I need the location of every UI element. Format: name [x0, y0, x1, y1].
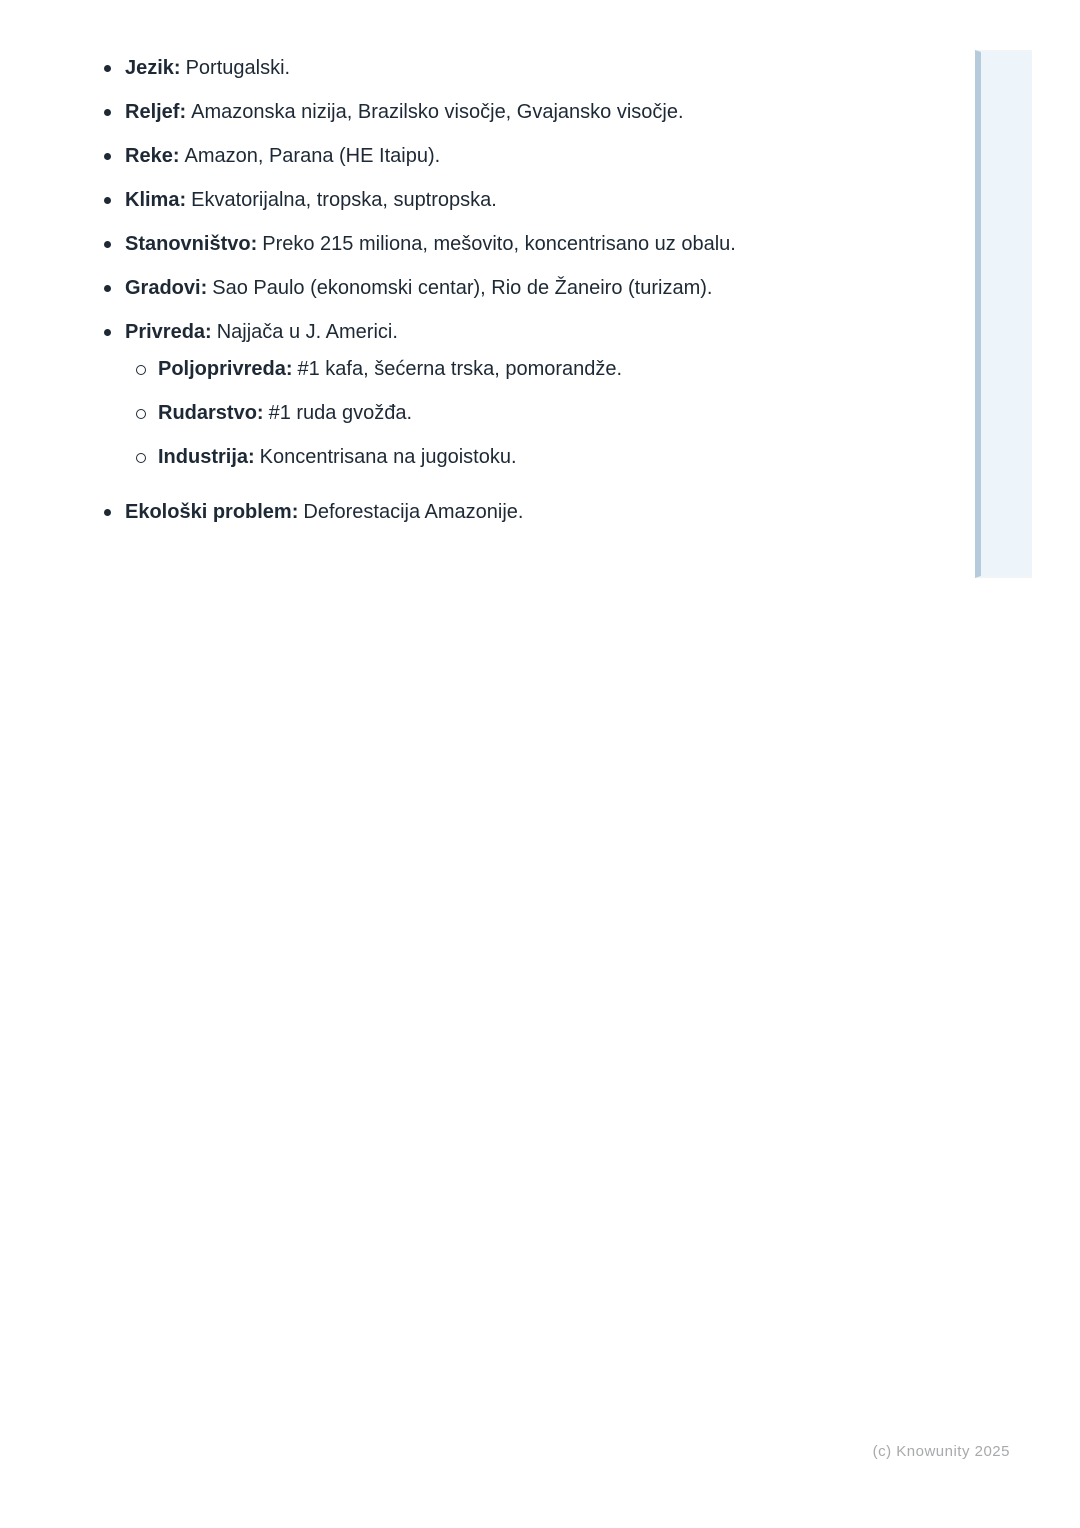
- sub-list-item-line: [158, 358, 622, 380]
- list-item-label: Reke:: [125, 145, 180, 167]
- sub-list-item-line: [158, 446, 517, 468]
- list-item-label: Privreda:: [125, 321, 212, 343]
- list-item-line: [125, 320, 1000, 345]
- sub-list-item-label: Industrija:: [158, 446, 255, 468]
- list-item-text: Amazonska nizija, Brazilsko visočje, Gvajansko visočje.: [191, 101, 684, 123]
- sub-list-item-text: #1 kafa, šećerna trska, pomorandže.: [297, 358, 623, 380]
- sub-bullet-list: [125, 357, 1000, 470]
- list-item-line: [125, 100, 1000, 125]
- sub-list-item-line: [158, 402, 412, 424]
- list-item-line: [125, 500, 1000, 525]
- sub-list-item-text: #1 ruda gvožđa.: [268, 402, 413, 424]
- footer-copyright: (c) Knowunity 2025: [872, 1443, 1010, 1460]
- list-item-text: Ekvatorijalna, tropska, suptropska.: [191, 189, 497, 211]
- list-item-text: Najjača u J. Americi.: [216, 321, 398, 343]
- list-item: [125, 56, 1000, 81]
- list-item: [125, 100, 1000, 125]
- bullet-list: [0, 56, 1000, 525]
- list-item-label: Stanovništvo:: [125, 233, 258, 255]
- sub-list-item-label: Poljoprivreda:: [158, 358, 293, 380]
- list-item-label: Gradovi:: [125, 277, 208, 299]
- list-item-line: [125, 232, 1000, 257]
- document-content: [0, 56, 1000, 544]
- right-page-edge-strip: [975, 50, 1032, 578]
- list-item: [125, 188, 1000, 213]
- list-item-line: [125, 188, 1000, 213]
- list-item-text: Sao Paulo (ekonomski centar), Rio de Žaneiro (turizam).: [212, 277, 713, 299]
- list-item-text: Amazon, Parana (HE Itaipu).: [184, 145, 441, 167]
- list-item: [125, 144, 1000, 169]
- list-item: [125, 276, 1000, 301]
- list-item-label: Klima:: [125, 189, 187, 211]
- list-item-label: Jezik:: [125, 57, 181, 79]
- list-item-label: Ekološki problem:: [125, 501, 299, 523]
- sub-list-item: [158, 401, 1000, 426]
- list-item-text: Preko 215 miliona, mešovito, koncentrisano uz obalu.: [262, 233, 736, 255]
- list-item-text: Portugalski.: [185, 57, 291, 79]
- sub-list-item: [158, 445, 1000, 470]
- list-item: [125, 500, 1000, 525]
- list-item: [125, 232, 1000, 257]
- list-item-line: [125, 276, 1000, 301]
- list-item-label: Reljef:: [125, 101, 187, 123]
- sub-list-item-text: Koncentrisana na jugoistoku.: [259, 446, 517, 468]
- sub-list-item-label: Rudarstvo:: [158, 402, 264, 424]
- list-item-line: [125, 56, 1000, 81]
- list-item-text: Deforestacija Amazonije.: [303, 501, 524, 523]
- list-item: [125, 320, 1000, 470]
- sub-list-item: [158, 357, 1000, 382]
- list-item-line: [125, 144, 1000, 169]
